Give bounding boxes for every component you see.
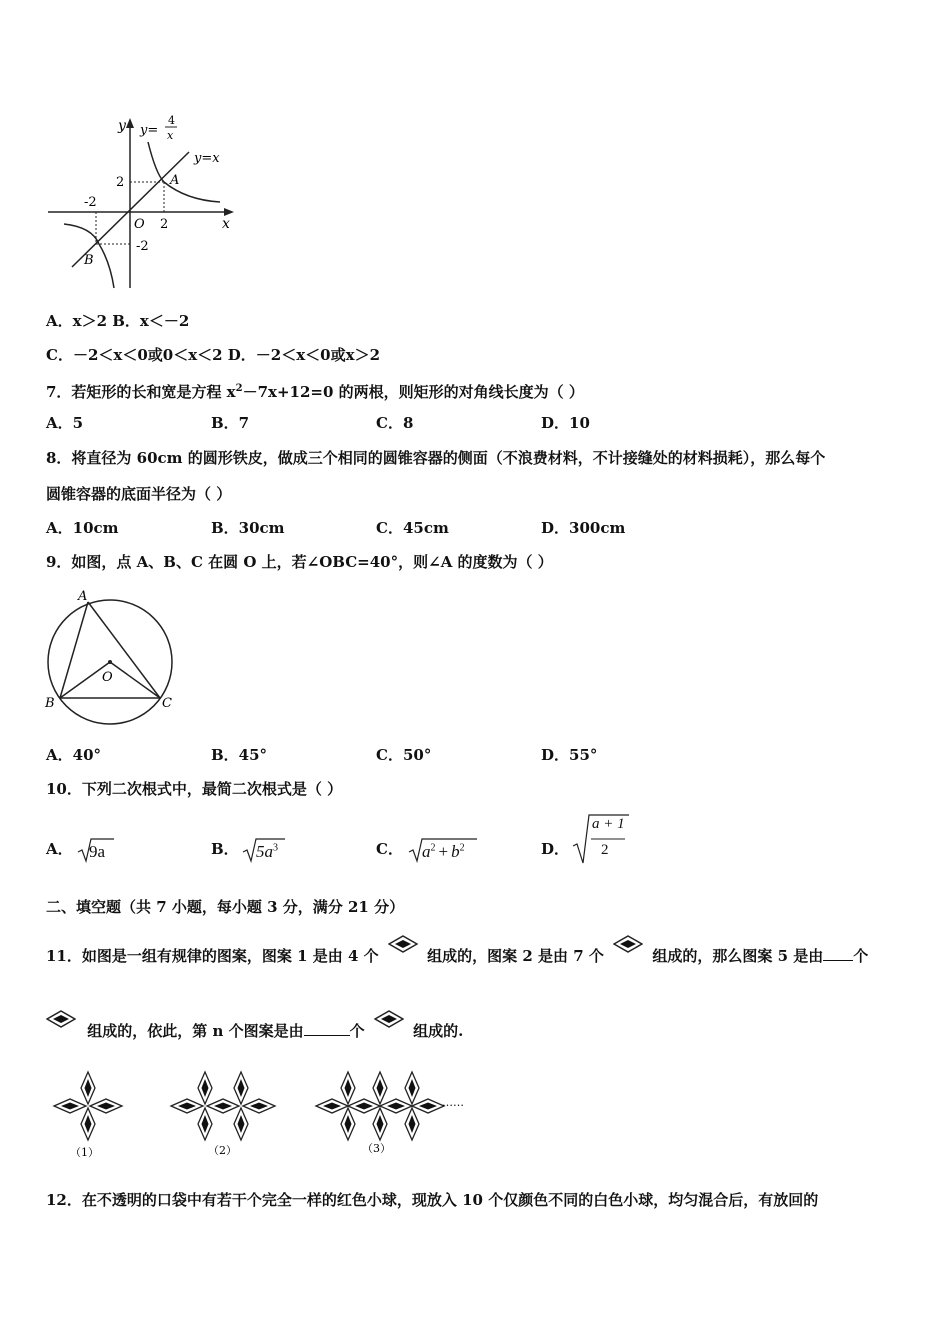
pattern-label-3: （3） (362, 1142, 391, 1155)
diamond-icon (46, 1010, 76, 1028)
y-axis-arrow-icon (126, 118, 134, 128)
q7-option-d: D．10 (541, 414, 590, 432)
q9-option-a: A．40° (46, 746, 102, 764)
q11-blank-2[interactable] (304, 1021, 350, 1036)
q8-stem-line1: 8．将直径为 60cm 的圆形铁皮，做成三个相同的圆锥容器的侧面（不浪费材料，不计接缝处的材料损耗），那么每个 (46, 449, 826, 467)
q7-stem-sup: 2 (235, 383, 243, 394)
q10-option-a-label: A． (46, 840, 73, 858)
func-numerator: 4 (168, 114, 175, 127)
q9-stem: 9．如图，点 A、B、C 在圆 O 上，若∠OBC=40°，则∠A 的度数为（ ） (46, 553, 553, 571)
q11-part1: 11．如图是一组有规律的图案，图案 1 是由 4 个 (46, 947, 379, 965)
q9-option-d: D．55° (541, 746, 598, 764)
q6-option-a-b: A．x＞2 B．x＜－2 (46, 312, 190, 330)
fig-label-b: B (45, 696, 55, 711)
diamond-icon (374, 1010, 404, 1028)
x-axis-label: x (222, 216, 230, 232)
q11-line1 (46, 935, 868, 966)
q11-line2 (46, 1010, 463, 1041)
diamond-icon (613, 935, 643, 953)
line-label: y=x (194, 151, 220, 166)
q7-stem (46, 379, 584, 402)
q11-part6: 个 (349, 1022, 365, 1040)
q11-part7: 组成的. (413, 1022, 464, 1040)
fig-label-c: C (162, 696, 172, 711)
q10-option-c-label: C． (376, 840, 403, 858)
q11-part4: 个 (853, 947, 869, 965)
func-label: y= (140, 123, 159, 138)
q10-option-a-expr: 9a (89, 842, 106, 861)
q11-part5: 组成的，依此，第 n 个图案是由 (87, 1022, 304, 1040)
q8-option-b: B．30cm (211, 519, 285, 537)
tick-minus2-x: -2 (84, 195, 97, 210)
tick-minus2-y: -2 (136, 239, 149, 254)
q10-option-d-label: D． (541, 840, 570, 858)
tick-2-y: 2 (116, 175, 125, 190)
point-b-label: B (84, 253, 94, 268)
q12-stem: 12．在不透明的口袋中有若干个完全一样的红色小球，现放入 10 个仅颜色不同的白色小球，均匀混合后，有放回的 (46, 1191, 819, 1209)
x-axis-arrow-icon (224, 208, 234, 216)
func-denominator: x (167, 129, 174, 142)
pattern-3 (316, 1072, 444, 1140)
q7-stem-pre: 7．若矩形的长和宽是方程 x (46, 383, 236, 401)
tick-2-x: 2 (160, 217, 169, 232)
point-a-label: A (170, 173, 180, 188)
center-dot (108, 660, 112, 664)
q9-option-c: C．50° (376, 746, 432, 764)
q10-option-b-expr: $5a^3$ (256, 842, 278, 861)
q8-option-c: C．45cm (376, 519, 449, 537)
q10-option-d-num: a + 1 (592, 816, 625, 832)
q10-option-d-den: 2 (601, 842, 609, 858)
hyperbola-graph (44, 112, 244, 292)
q8-option-a: A．10cm (46, 519, 119, 537)
segment-ab (60, 602, 88, 698)
diamond-icon (388, 935, 418, 953)
q7-option-a: A．5 (46, 414, 84, 432)
q10-option-c-expr: $a^2 + b^2$ (422, 842, 465, 861)
segment-oc (110, 662, 160, 698)
y-axis-label: y (118, 118, 126, 134)
pattern-2 (171, 1072, 275, 1140)
pattern-1 (54, 1072, 122, 1140)
fig-label-o: O (102, 670, 113, 685)
q10-option-b-label: B． (211, 840, 239, 858)
q10-option-b-sup: 3 (273, 842, 278, 854)
segment-ac (88, 602, 160, 698)
q7-option-b: B．7 (211, 414, 250, 432)
circle-figure (44, 586, 180, 726)
q11-part3: 组成的，那么图案 5 是由 (652, 947, 824, 965)
pattern-label-2: （2） (208, 1144, 237, 1157)
pattern-figure (50, 1070, 480, 1160)
q10-stem: 10．下列二次根式中，最简二次根式是（ ） (46, 780, 343, 798)
q7-stem-post: －7x+12=0 的两根，则矩形的对角线长度为（ ） (242, 383, 584, 401)
pattern-ellipsis: …… (442, 1096, 464, 1109)
q8-stem-line2: 圆锥容器的底面半径为（ ） (46, 485, 232, 503)
section-heading: 二、填空题（共 7 小题，每小题 3 分，满分 21 分） (46, 898, 405, 916)
q9-option-b: B．45° (211, 746, 268, 764)
q8-option-d: D．300cm (541, 519, 626, 537)
q11-blank-1[interactable] (823, 946, 853, 961)
origin-label: O (134, 217, 145, 232)
q6-option-c-d: C．－2＜x＜0或0＜x＜2 D．－2＜x＜0或x＞2 (46, 346, 381, 364)
fig-label-a: A (78, 589, 88, 604)
q11-part2: 组成的，图案 2 是由 7 个 (427, 947, 604, 965)
pattern-label-1: （1） (70, 1146, 99, 1159)
q7-option-c: C．8 (376, 414, 414, 432)
